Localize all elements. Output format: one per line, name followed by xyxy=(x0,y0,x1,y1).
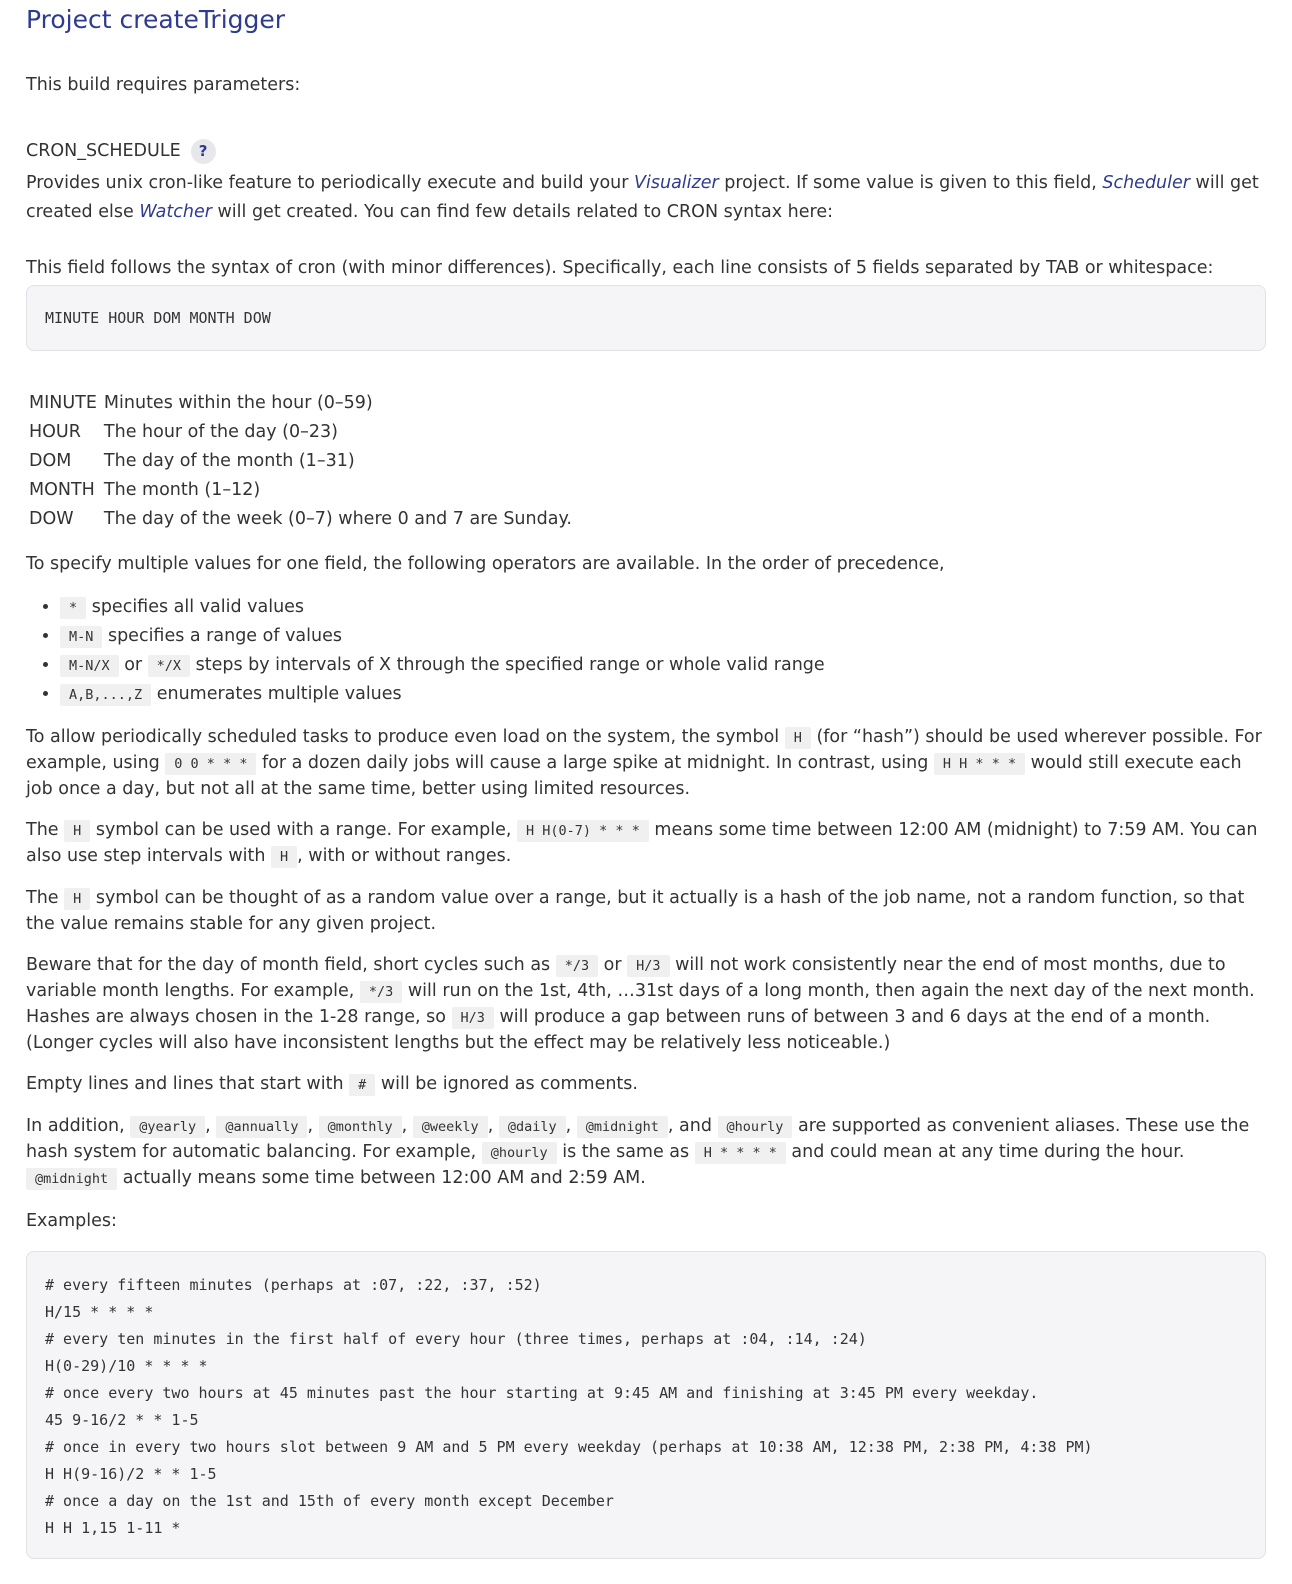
example-line: # once in every two hours slot between 9 AM and 5 PM every weekday (perhaps at 10:38 AM, 12:38 PM, 2:38 PM, 4:38 PM) xyxy=(45,1438,1093,1456)
inline-code: @annually xyxy=(216,1116,307,1138)
inline-code: 0 0 * * * xyxy=(165,753,256,775)
examples-label: Examples: xyxy=(26,1211,117,1231)
help-icon[interactable]: ? xyxy=(191,139,216,164)
para-text: Empty lines and lines that start with xyxy=(26,1074,350,1094)
para-text: are supported as convenient aliases. These use the hash system for automatic balancing. For example, xyxy=(26,1116,1250,1162)
syntax-format-box xyxy=(26,285,1266,351)
operator-text: specifies all valid values xyxy=(86,597,305,617)
operator-or: or xyxy=(118,655,148,675)
inline-code: H/3 xyxy=(627,955,669,977)
inline-code: M-N/X xyxy=(60,655,119,677)
desc-text: will get created. You can find few details related to CRON syntax here: xyxy=(211,202,834,222)
list-item xyxy=(60,651,1266,680)
inline-code: */X xyxy=(148,655,190,677)
operator-text: specifies a range of values xyxy=(102,626,342,646)
list-item xyxy=(60,593,1266,622)
para-text: The xyxy=(26,820,65,840)
fields-table xyxy=(28,389,578,534)
syntax-intro: This field follows the syntax of cron (with minor differences). Specifically, each line consists of 5 fields separated by TAB or whitespace: xyxy=(26,258,1214,278)
para-text: Beware that for the day of month field, short cycles such as xyxy=(26,955,556,975)
watcher-term: Watcher xyxy=(139,202,212,222)
operators-intro: To specify multiple values for one field, the following operators are available. In the order of precedence, xyxy=(26,554,945,574)
para-text: In addition, xyxy=(26,1116,131,1136)
examples-code-box xyxy=(26,1251,1266,1559)
para-text: , xyxy=(487,1116,499,1136)
para-text: and could mean at any time during the hour. xyxy=(785,1142,1185,1162)
example-line: H H 1,15 1-11 * xyxy=(45,1519,181,1537)
para-text: would still execute each job once a day, but not all at the same time, better using limited resources. xyxy=(26,753,1242,799)
para-text: actually means some time between 12:00 AM and 2:59 AM. xyxy=(117,1168,646,1188)
field-name: DOM xyxy=(29,451,72,471)
para-text: , xyxy=(307,1116,319,1136)
operator-text: steps by intervals of X through the specified range or whole valid range xyxy=(190,655,825,675)
comments-paragraph xyxy=(26,1072,1266,1098)
table-row xyxy=(28,418,578,447)
list-item xyxy=(60,680,1266,709)
example-line: H(0-29)/10 * * * * xyxy=(45,1357,208,1375)
hash-paragraph xyxy=(26,725,1266,802)
inline-code: @yearly xyxy=(130,1116,205,1138)
inline-code: H xyxy=(785,727,811,749)
table-row xyxy=(28,389,578,418)
inline-code: @daily xyxy=(499,1116,566,1138)
field-name: MINUTE xyxy=(29,393,97,413)
table-row xyxy=(28,447,578,476)
para-text: , xyxy=(205,1116,217,1136)
example-line: H H(9-16)/2 * * 1-5 xyxy=(45,1465,217,1483)
aliases-paragraph xyxy=(26,1114,1266,1192)
field-name: MONTH xyxy=(29,480,95,500)
beware-paragraph xyxy=(26,953,1266,1056)
field-desc: Minutes within the hour (0–59) xyxy=(103,393,373,413)
inline-code: @midnight xyxy=(577,1116,668,1138)
parameter-description xyxy=(26,169,1266,227)
inline-code: @hourly xyxy=(718,1116,793,1138)
example-line: # every fifteen minutes (perhaps at :07, :22, :37, :52) xyxy=(45,1276,542,1294)
para-text: will produce a gap between runs of between 3 and 6 days at the end of a month. (Longer cycles will also have inconsistent lengths but the effect may be relatively less noticeable.) xyxy=(26,1007,1211,1053)
para-text: To allow periodically scheduled tasks to produce even load on the system, the symbol xyxy=(26,727,785,747)
example-line: # once a day on the 1st and 15th of every month except December xyxy=(45,1492,614,1510)
operator-text: enumerates multiple values xyxy=(151,684,402,704)
inline-code: A,B,...,Z xyxy=(60,684,151,706)
inline-code: # xyxy=(349,1074,375,1096)
inline-code: H xyxy=(271,846,297,868)
inline-code: @weekly xyxy=(413,1116,488,1138)
visualizer-term: Visualizer xyxy=(634,173,719,193)
syntax-format: MINUTE HOUR DOM MONTH DOW xyxy=(45,308,271,327)
table-row xyxy=(28,505,578,534)
inline-code: H/3 xyxy=(452,1007,494,1029)
inline-code: H xyxy=(64,888,90,910)
example-line: 45 9-16/2 * * 1-5 xyxy=(45,1411,199,1429)
desc-text: will get created else xyxy=(26,173,1259,222)
para-text: will run on the 1st, 4th, …31st days of a long month, then again the next day of the next month. Hashes are always chosen in the 1-28 range, so xyxy=(26,981,1255,1027)
field-name: HOUR xyxy=(29,422,81,442)
scheduler-term: Scheduler xyxy=(1102,173,1190,193)
desc-text: Provides unix cron-like feature to periodically execute and build your xyxy=(26,173,635,193)
inline-code: H H * * * xyxy=(934,753,1025,775)
inline-code: H H(0-7) * * * xyxy=(517,820,649,842)
desc-text: project. If some value is given to this field, xyxy=(718,173,1103,193)
para-text: is the same as xyxy=(556,1142,695,1162)
para-text: will be ignored as comments. xyxy=(375,1074,638,1094)
para-text: , xyxy=(401,1116,413,1136)
para-text: will not work consistently near the end of most months, due to variable month lengths. For example, xyxy=(26,955,1226,1001)
parameter-header xyxy=(26,136,1266,166)
list-item xyxy=(60,622,1266,651)
parameter-name: CRON_SCHEDULE xyxy=(26,140,181,161)
intro-text: This build requires parameters: xyxy=(26,75,301,95)
para-text: , with or without ranges. xyxy=(297,846,512,866)
table-row xyxy=(28,476,578,505)
field-name: DOW xyxy=(29,509,74,529)
example-line: H/15 * * * * xyxy=(45,1303,154,1321)
example-line: # every ten minutes in the first half of every hour (three times, perhaps at :04, :14, :24) xyxy=(45,1330,867,1348)
para-text: (for “hash”) should be used wherever possible. For example, using xyxy=(26,727,1262,773)
field-desc: The day of the week (0–7) where 0 and 7 are Sunday. xyxy=(103,509,572,529)
page-title: Project createTrigger xyxy=(26,5,286,34)
field-desc: The hour of the day (0–23) xyxy=(103,422,338,442)
para-text: means some time between 12:00 AM (midnight) to 7:59 AM. You can also use step intervals with xyxy=(26,820,1258,866)
inline-code: */3 xyxy=(360,981,402,1003)
inline-code: */3 xyxy=(556,955,598,977)
inline-code: M-N xyxy=(60,626,102,648)
inline-code: * xyxy=(60,597,86,619)
para-text: symbol can be thought of as a random value over a range, but it actually is a hash of the job name, not a random function, so that the value remains stable for any given project. xyxy=(26,888,1245,934)
para-text: , xyxy=(565,1116,577,1136)
operators-list xyxy=(26,593,1266,709)
field-desc: The month (1–12) xyxy=(103,480,261,500)
para-text: , and xyxy=(667,1116,718,1136)
para-text: The xyxy=(26,888,65,908)
para-text: or xyxy=(598,955,628,975)
field-desc: The day of the month (1–31) xyxy=(103,451,355,471)
inline-code: H * * * * xyxy=(695,1142,786,1164)
example-line: # once every two hours at 45 minutes past the hour starting at 9:45 AM and finishing at 3:45 PM every weekday. xyxy=(45,1384,1039,1402)
inline-code: @monthly xyxy=(319,1116,402,1138)
inline-code: @midnight xyxy=(26,1168,117,1190)
inline-code: H xyxy=(64,820,90,842)
inline-code: @hourly xyxy=(482,1142,557,1164)
range-paragraph xyxy=(26,818,1266,870)
para-text: symbol can be used with a range. For example, xyxy=(90,820,518,840)
para-text: for a dozen daily jobs will cause a large spike at midnight. In contrast, using xyxy=(256,753,934,773)
random-paragraph xyxy=(26,886,1266,937)
